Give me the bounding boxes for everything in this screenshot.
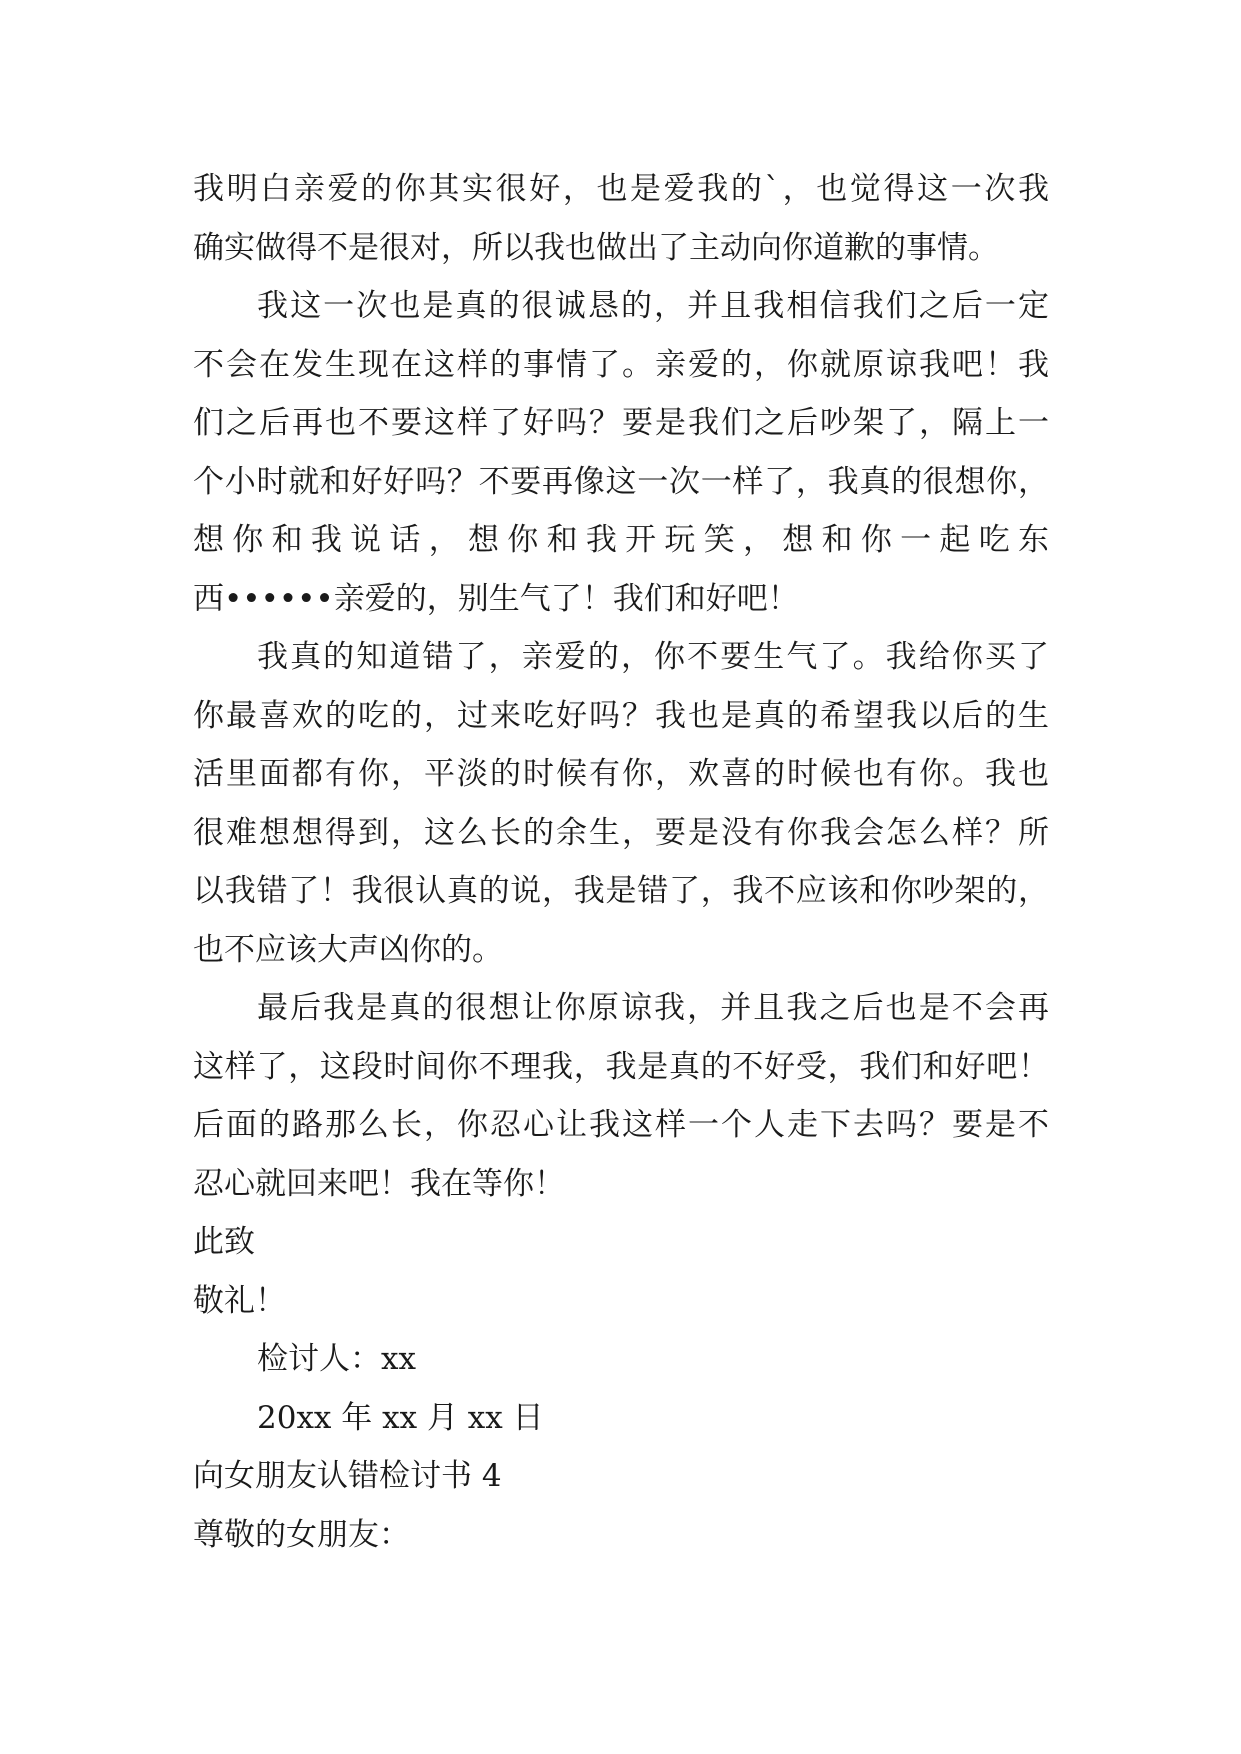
body-line: 以我错了！我很认真的说，我是错了，我不应该和你吵架的， — [193, 873, 1049, 909]
body-line: 这样了，这段时间你不理我，我是真的不好受，我们和好吧！ — [193, 1048, 1049, 1085]
closing-salute: 敬礼！ — [193, 1282, 286, 1319]
body-line: 也不应该大声凶你的。 — [193, 931, 503, 968]
body-line: 我明白亲爱的你其实很好，也是爱我的`，也觉得这一次我 — [193, 171, 1049, 207]
salutation: 尊敬的女朋友： — [193, 1516, 410, 1553]
body-line: 们之后再也不要这样了好吗？要是我们之后吵架了，隔上一 — [193, 405, 1049, 441]
signature-date: 20xx 年 xx 月 xx 日 — [257, 1399, 544, 1436]
body-line: 你最喜欢的吃的，过来吃好吗？我也是真的希望我以后的生 — [193, 697, 1049, 734]
letter-page — [193, 160, 1049, 1564]
body-line: 我真的知道错了，亲爱的，你不要生气了。我给你买了 — [257, 639, 1049, 675]
body-line: 我这一次也是真的很诚恳的，并且我相信我们之后一定 — [257, 288, 1049, 324]
closing-line: 此致 — [193, 1224, 255, 1260]
body-line: 活里面都有你，平淡的时候有你，欢喜的时候也有你。我也 — [193, 756, 1049, 792]
section-title: 向女朋友认错检讨书 4 — [193, 1458, 502, 1494]
body-line: 很难想想得到，这么长的余生，要是没有你我会怎么样？所 — [193, 814, 1049, 851]
body-line: 不会在发生现在这样的事情了。亲爱的，你就原谅我吧！我 — [193, 346, 1049, 383]
body-line: 确实做得不是很对，所以我也做出了主动向你道歉的事情。 — [193, 229, 999, 266]
body-line: 最后我是真的很想让你原谅我，并且我之后也是不会再 — [257, 990, 1049, 1026]
body-line: 想你和我说话，想你和我开玩笑，想和你一起吃东 — [193, 522, 1049, 558]
body-line: 个小时就和好好吗？不要再像这一次一样了，我真的很想你， — [193, 463, 1049, 500]
body-line: 忍心就回来吧！我在等你！ — [193, 1165, 565, 1202]
signature-name: 检讨人：xx — [257, 1341, 416, 1377]
body-line: 后面的路那么长，你忍心让我这样一个人走下去吗？要是不 — [193, 1107, 1049, 1143]
body-line: 西••••••亲爱的，别生气了！我们和好吧！ — [193, 580, 799, 617]
